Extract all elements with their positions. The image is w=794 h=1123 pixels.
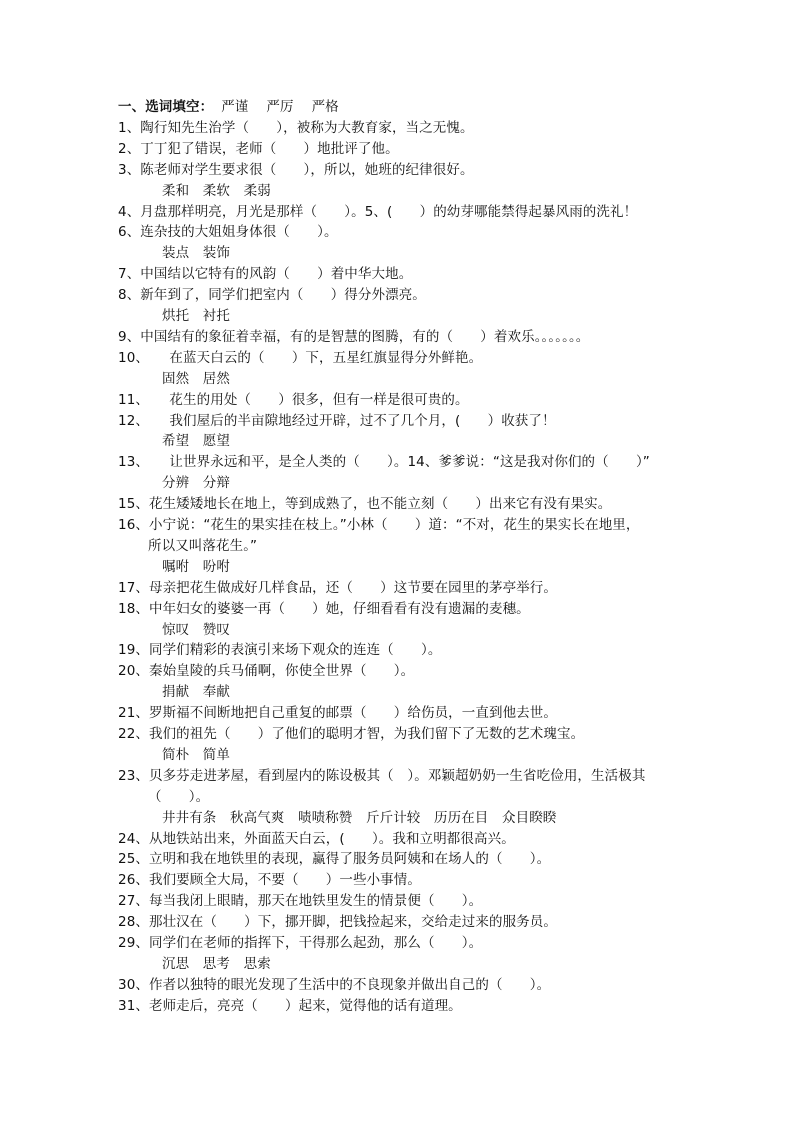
heading-label: 一、选词填空： — [118, 99, 214, 115]
question-item: 22、我们的祖先（ ）了他们的聪明才智，为我们留下了无数的艺术瑰宝。 — [118, 726, 585, 742]
question-item: 12、 我们屋后的半亩隙地经过开辟，过不了几个月，( ）收获了！ — [118, 412, 556, 429]
question-item: 10、 在蓝天白云的（ ）下，五星红旗显得分外鲜艳。 — [118, 349, 483, 366]
question-item: 19、同学们精彩的表演引来场下观众的连连（ ）。 — [118, 642, 442, 659]
question-item: 17、母亲把花生做成好几样食品，还（ ）这节要在园里的茅亭举行。 — [118, 579, 557, 596]
question-item: 27、每当我闭上眼睛，那天在地铁里发生的情景便（ ）。 — [118, 893, 483, 910]
question-item: 8、新年到了，同学们把室内（ ）得分外漂亮。 — [118, 287, 426, 304]
question-item: 3、陈老师对学生要求很（ ），所以，她班的纪律很好。 — [118, 161, 474, 178]
word-options: 烘托 衬托 — [162, 308, 230, 324]
question-item: 25、立明和我在地铁里的表现，赢得了服务员阿姨和在场人的（ ）。 — [118, 851, 551, 868]
question-continuation: （ ）。 — [148, 788, 210, 805]
question-item: 18、中年妇女的婆婆一再（ ）她，仔细看看有没有遗漏的麦穗。 — [118, 600, 530, 617]
question-item: 30、作者以独特的眼光发现了生活中的不良现象并做出自己的（ ）。 — [118, 976, 551, 993]
word-options: 固然 居然 — [162, 370, 230, 387]
word-options: 嘱咐 吩咐 — [162, 558, 230, 575]
question-item: 9、中国结有的象征着幸福，有的是智慧的图腾，有的（ ）着欢乐。。。。。。。 — [118, 328, 590, 345]
question-item: 28、那壮汉在（ ）下，挪开脚，把钱捡起来，交给走过来的服务员。 — [118, 914, 557, 931]
question-item: 6、连杂技的大姐姐身体很（ ）。 — [118, 224, 338, 241]
question-item: 26、我们要顾全大局，不要（ ）一些小事情。 — [118, 872, 421, 889]
question-item: 2、丁丁犯了错误，老师（ ）地批评了他。 — [118, 140, 399, 157]
word-options: 简朴 简单 — [162, 746, 230, 763]
question-item: 7、中国结以它特有的风韵（ ）着中华大地。 — [118, 266, 413, 283]
question-item: 4、月盘那样明亮，月光是那样（ ）。5、( ）的幼芽哪能禁得起暴风雨的洗礼！ — [118, 203, 638, 220]
word-options: 井井有条 秋高气爽 啧啧称赞 斤斤计较 历历在目 众目睽睽 — [162, 809, 557, 826]
section-heading — [118, 97, 339, 117]
question-item: 23、贝多芬走进茅屋，看到屋内的陈设极其（ ）。邓颖超奶奶一生省吃俭用，生活极其 — [118, 767, 646, 784]
question-item: 20、秦始皇陵的兵马俑啊，你使全世界（ ）。 — [118, 663, 415, 680]
word-options: 沉思 思考 思索 — [162, 955, 271, 972]
question-continuation: 所以又叫落花生。” — [148, 537, 258, 554]
question-item: 13、 让世界永远和平，是全人类的（ ）。14、爹爹说：“这是我对你们的（ ）” — [118, 454, 650, 471]
question-item: 16、小宁说：“花生的果实挂在枝上。”小林（ ）道：“不对，花生的果实长在地里， — [118, 517, 640, 533]
word-options: 惊叹 赞叹 — [162, 621, 230, 638]
word-options: 装点 装饰 — [162, 245, 230, 262]
question-item: 24、从地铁站出来，外面蓝天白云，( ）。我和立明都很高兴。 — [118, 830, 515, 847]
question-item: 31、老师走后，亮亮（ ）起来，觉得他的话有道理。 — [118, 997, 462, 1014]
word-options: 严谨 严厉 严格 — [221, 99, 339, 115]
question-item: 29、同学们在老师的指挥下，干得那么起劲，那么（ ）。 — [118, 935, 483, 951]
word-options: 捐献 奉献 — [162, 684, 230, 701]
word-options: 柔和 柔软 柔弱 — [162, 182, 271, 199]
word-options: 分辨 分辩 — [162, 475, 230, 492]
question-item: 1、陶行知先生治学（ ），被称为大教育家，当之无愧。 — [118, 119, 474, 136]
question-item: 15、花生矮矮地长在地上，等到成熟了，也不能立刻（ ）出来它有没有果实。 — [118, 496, 612, 513]
question-item: 11、 花生的用处（ ）很多，但有一样是很可贵的。 — [118, 391, 469, 408]
word-options: 希望 愿望 — [162, 433, 230, 450]
question-item: 21、罗斯福不间断地把自己重复的邮票（ ）给伤员，一直到他去世。 — [118, 705, 557, 722]
